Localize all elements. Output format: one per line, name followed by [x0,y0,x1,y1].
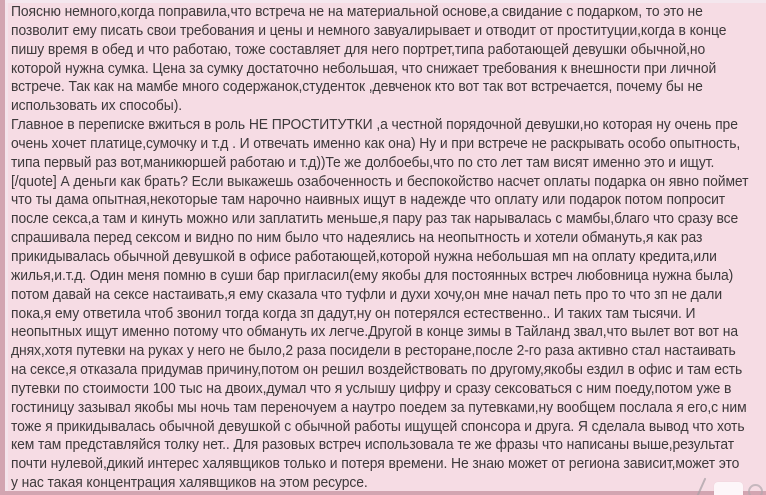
text-line: позволит ему писать свои требования и цены и немного завуалирывает и отводит от проституции,когда в конце [11,22,727,39]
text-line: кем там представляйся толку нет.. Для разовых встреч использовала те же фразы что написаны выше,результат [11,437,735,454]
text-line: пока,я ему ответила чтоб звонил тогда когда зп дадут,ну он потерялся естественно.. И таких там тысячи. И [11,305,696,322]
text-line: встрече. Так как на мамбе много содержанок,студенток ,девченок кто вот так вот встречается, почему бы не [11,79,703,96]
text-line: потом давай на сексе настаивать,я ему сказала что туфли и духи хочу,он мне начал петь про то что зп не дали [11,286,722,303]
text-line: Главное в переписке вжиться в роль НЕ ПРОСТИТУТКИ ,а честной порядочной девушки,но которая ну очень пре [11,117,738,134]
text-line: путевки по стоимости 100 тыс на двоих,думал что я услышу цифру и сразу сексоваться с ним поеду,потом уже в [11,380,732,397]
left-border-highlight [5,0,8,495]
text-line: неопытных ищут именно потому что обмануть их легче.Другой в конце зимы в Тайланд звал,что вылет вот вот на [11,324,738,341]
text-line: прикидывалась обычной девушкой в офисе работающей,которой нужна небольшая мп на оплату кредита,или [11,248,717,265]
text-line: почти нулевой,дикий интерес халявщиков только и потеря времени. Не знаю может от региона зависит,может это [11,456,740,473]
text-line: после секса,а там и кинуть можно или заплатить меньше,я пару раз так нарывалась с мамбы,благо что сразу все [11,211,739,228]
text-line: жилья,и.т.д. Один меня помню в суши бар пригласил(ему якобы для постоянных встреч любовница нужна была) [11,267,734,284]
text-line: спрашивала перед сексом и видно по ним было что надеялись на неопытность и хотели обмануть,я как раз [11,230,703,247]
text-line: использовать их способы). [11,98,183,115]
text-line: на сексе,я отказала придумав причину,потом он решил воздействовать по другому,якобы ездил в офис и там есть [11,362,743,379]
text-line: днях,хотя путевки на руках у него не было,2 раза посидели в ресторане,после 2-го раза активно стал настаивать [11,343,736,360]
text-line: что ты дама опытная,некоторые там нарочно наивных ищут в надежде что оплату или подарок потом попросит [11,192,726,209]
text-line: [/quote] А деньги как брать? Если выкажешь озабоченность и беспокойство насчет оплаты подарка он явно поймет [11,173,749,190]
text-line: Поясню немного,когда поправила,что встреча не на материальной основе,а свидание с подарком, то это не [11,4,703,20]
post-text [11,3,759,493]
text-line: типа первый раз вот,маникюршей работаю и т.д))Те же долбоебы,что по сто лет там висят именно это и ищут. [11,154,715,171]
white-card-fragment [714,482,743,495]
text-line: у нас такая концентрация халявщиков на этом ресурсе. [11,475,368,492]
text-line: очень хочет платице,сумочку и т.д . И отвечать именно как она) Ну и при встрече не раскрывать особо опытность, [11,135,741,152]
text-line: гостиницу зазывал якобы мы ночь там переночуем а наутро поедем за путевками,ну вообщем послала я его,с ним [11,399,747,416]
text-line: которой нужна сумка. Цена за сумку достаточно небольшая, что снижает требования к внешности при личной [11,60,717,77]
ring-icon [748,484,763,495]
text-line: пишу время в обед и что работаю, тоже составляет для него портрет,типа работающей девушки обычной,но [11,41,706,58]
text-line: тоже я прикидывалась обычной девушкой с обычной работы ищущей спонсора и друга. Я сделала вывод что хоть [11,418,745,435]
